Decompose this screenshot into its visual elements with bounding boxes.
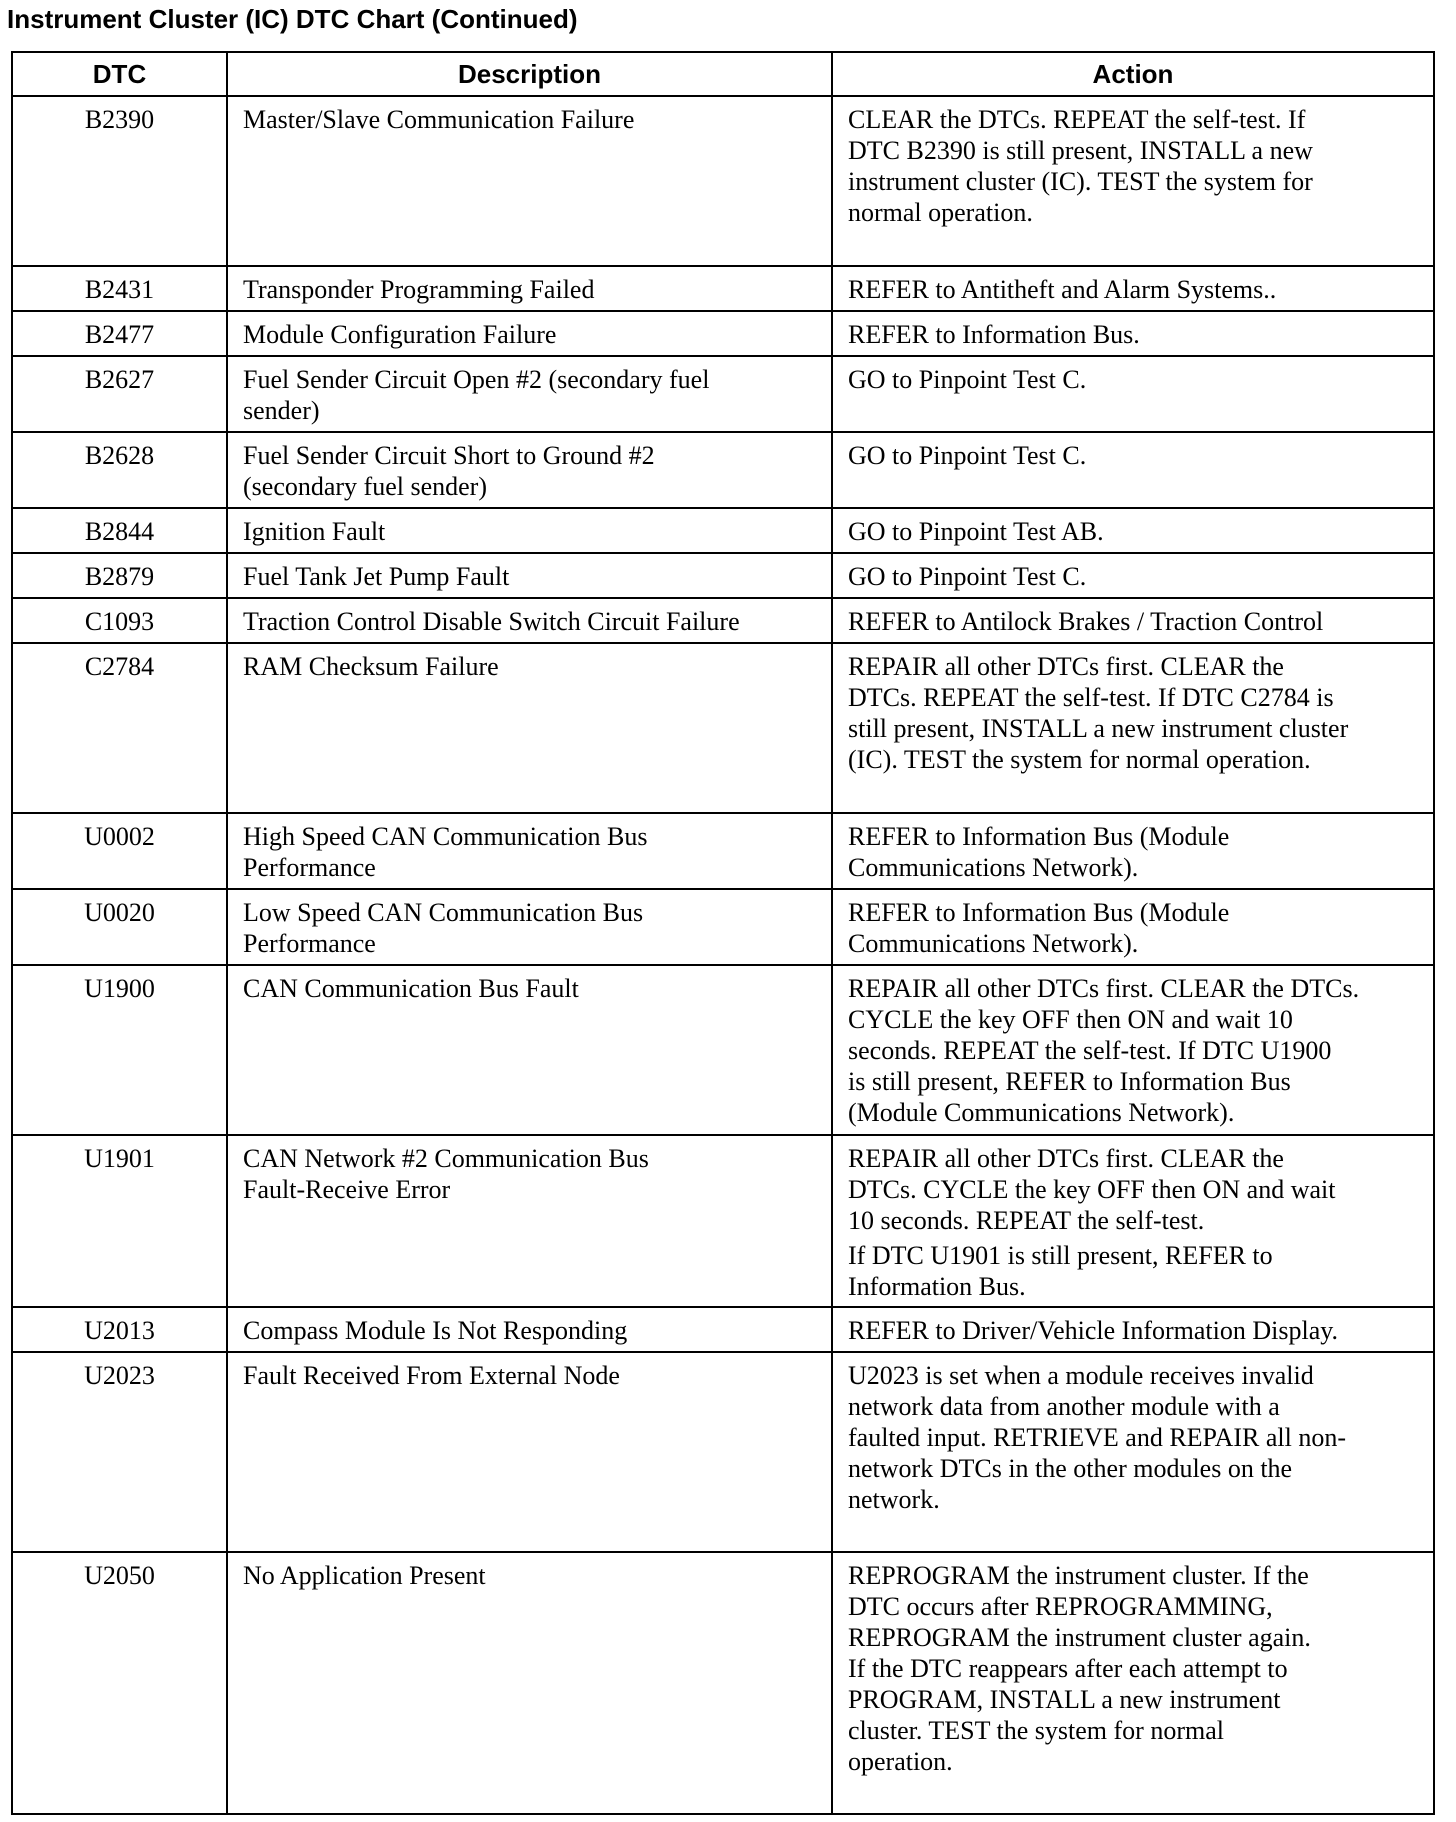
dtc-table (11, 51, 1435, 1815)
description-text: Master/Slave Communication Failure (243, 105, 635, 134)
description-text: Fuel Sender Circuit Short to Ground #2 (secondary fuel sender) (243, 441, 655, 501)
dtc-description (227, 553, 832, 598)
action-text: GO to Pinpoint Test C. (848, 365, 1087, 394)
table-row (12, 311, 1434, 356)
action-text: CLEAR the DTCs. REPEAT the self-test. If DTC B2390 is still present, INSTALL a new instrument cluster (IC). TEST the system for normal operation. (848, 105, 1313, 227)
table-row (12, 813, 1434, 889)
dtc-code: U0020 (12, 889, 227, 965)
dtc-code: U1900 (12, 965, 227, 1135)
dtc-description (227, 1135, 832, 1307)
header-dtc: DTC (12, 52, 227, 96)
table-row (12, 96, 1434, 266)
description-text: CAN Network #2 Communication Bus Fault-Receive Error (243, 1144, 649, 1204)
table-row (12, 598, 1434, 643)
description-text: Compass Module Is Not Responding (243, 1316, 628, 1345)
action-text: REPROGRAM the instrument cluster. If the DTC occurs after REPROGRAMMING, REPROGRAM the instrument cluster again. If the DTC reappears after each attempt to PROGRAM, INSTALL a new instrument cluster. TEST the system for normal operation. (848, 1561, 1311, 1776)
table-row (12, 508, 1434, 553)
dtc-description (227, 889, 832, 965)
description-text: Fuel Sender Circuit Open #2 (secondary fuel sender) (243, 365, 710, 425)
dtc-action (832, 96, 1434, 266)
action-text: If DTC U1901 is still present, REFER to Information Bus. (848, 1241, 1273, 1301)
table-row (12, 356, 1434, 432)
dtc-description (227, 1307, 832, 1352)
action-text: GO to Pinpoint Test C. (848, 441, 1087, 470)
dtc-description (227, 965, 832, 1135)
action-text: REPAIR all other DTCs first. CLEAR the DTCs. CYCLE the key OFF then ON and wait 10 seconds. REPEAT the self-test. If DTC U1900 is still present, REFER to Information Bus (Module Communications Network). (848, 974, 1360, 1127)
dtc-description (227, 311, 832, 356)
description-text: Low Speed CAN Communication Bus Performance (243, 898, 644, 958)
dtc-code: U2050 (12, 1552, 227, 1814)
dtc-action (832, 1352, 1434, 1552)
dtc-description (227, 1552, 832, 1814)
table-row (12, 965, 1434, 1135)
dtc-description (227, 432, 832, 508)
table-row (12, 1552, 1434, 1814)
dtc-description (227, 508, 832, 553)
table-row (12, 643, 1434, 813)
description-text: Fuel Tank Jet Pump Fault (243, 562, 510, 591)
dtc-code: B2477 (12, 311, 227, 356)
table-row (12, 432, 1434, 508)
action-text: GO to Pinpoint Test C. (848, 562, 1087, 591)
dtc-code: C1093 (12, 598, 227, 643)
dtc-action (832, 965, 1434, 1135)
table-row (12, 1352, 1434, 1552)
dtc-code: B2844 (12, 508, 227, 553)
action-text: REPAIR all other DTCs first. CLEAR the DTCs. REPEAT the self-test. If DTC C2784 is still present, INSTALL a new instrument cluster (IC). TEST the system for normal operation. (848, 652, 1349, 774)
header-action: Action (832, 52, 1434, 96)
dtc-action (832, 266, 1434, 311)
table-row (12, 553, 1434, 598)
action-text: REFER to Information Bus (Module Communications Network). (848, 822, 1230, 882)
description-text: No Application Present (243, 1561, 486, 1590)
dtc-description (227, 96, 832, 266)
dtc-code: B2390 (12, 96, 227, 266)
dtc-action (832, 1552, 1434, 1814)
action-text: REFER to Information Bus (Module Communications Network). (848, 898, 1230, 958)
dtc-action (832, 598, 1434, 643)
dtc-description (227, 1352, 832, 1552)
header-description: Description (227, 52, 832, 96)
description-text: Traction Control Disable Switch Circuit Failure (243, 607, 740, 636)
dtc-action (832, 1135, 1434, 1307)
action-text: REFER to Antitheft and Alarm Systems.. (848, 275, 1277, 304)
dtc-action (832, 432, 1434, 508)
page-title: Instrument Cluster (IC) DTC Chart (Continued) (7, 4, 578, 34)
dtc-code: B2627 (12, 356, 227, 432)
action-text: U2023 is set when a module receives invalid network data from another module with a faulted input. RETRIEVE and REPAIR all non- network DTCs in the other modules on the network. (848, 1361, 1347, 1514)
action-text: REFER to Information Bus. (848, 320, 1140, 349)
dtc-code: C2784 (12, 643, 227, 813)
dtc-code: B2628 (12, 432, 227, 508)
table-row (12, 889, 1434, 965)
action-text: GO to Pinpoint Test AB. (848, 517, 1104, 546)
table-row (12, 1307, 1434, 1352)
dtc-action (832, 1307, 1434, 1352)
dtc-code: U2023 (12, 1352, 227, 1552)
dtc-code: B2431 (12, 266, 227, 311)
dtc-action (832, 813, 1434, 889)
dtc-action (832, 553, 1434, 598)
dtc-description (227, 813, 832, 889)
dtc-action (832, 311, 1434, 356)
description-text: CAN Communication Bus Fault (243, 974, 579, 1003)
dtc-description (227, 266, 832, 311)
dtc-description (227, 643, 832, 813)
dtc-action (832, 889, 1434, 965)
action-text: REFER to Driver/Vehicle Information Display. (848, 1316, 1339, 1345)
dtc-code: U0002 (12, 813, 227, 889)
dtc-description (227, 356, 832, 432)
dtc-action (832, 356, 1434, 432)
table-row (12, 1135, 1434, 1307)
description-text: Module Configuration Failure (243, 320, 557, 349)
dtc-action (832, 643, 1434, 813)
action-text: REFER to Antilock Brakes / Traction Control (848, 607, 1324, 636)
action-text: REPAIR all other DTCs first. CLEAR the DTCs. CYCLE the key OFF then ON and wait 10 seconds. REPEAT the self-test. (848, 1144, 1336, 1235)
dtc-action (832, 508, 1434, 553)
description-text: Ignition Fault (243, 517, 386, 546)
description-text: RAM Checksum Failure (243, 652, 499, 681)
description-text: Fault Received From External Node (243, 1361, 620, 1390)
dtc-code: U2013 (12, 1307, 227, 1352)
header-row (12, 52, 1434, 96)
dtc-description (227, 598, 832, 643)
description-text: High Speed CAN Communication Bus Performance (243, 822, 648, 882)
description-text: Transponder Programming Failed (243, 275, 595, 304)
dtc-code: U1901 (12, 1135, 227, 1307)
dtc-code: B2879 (12, 553, 227, 598)
table-row (12, 266, 1434, 311)
